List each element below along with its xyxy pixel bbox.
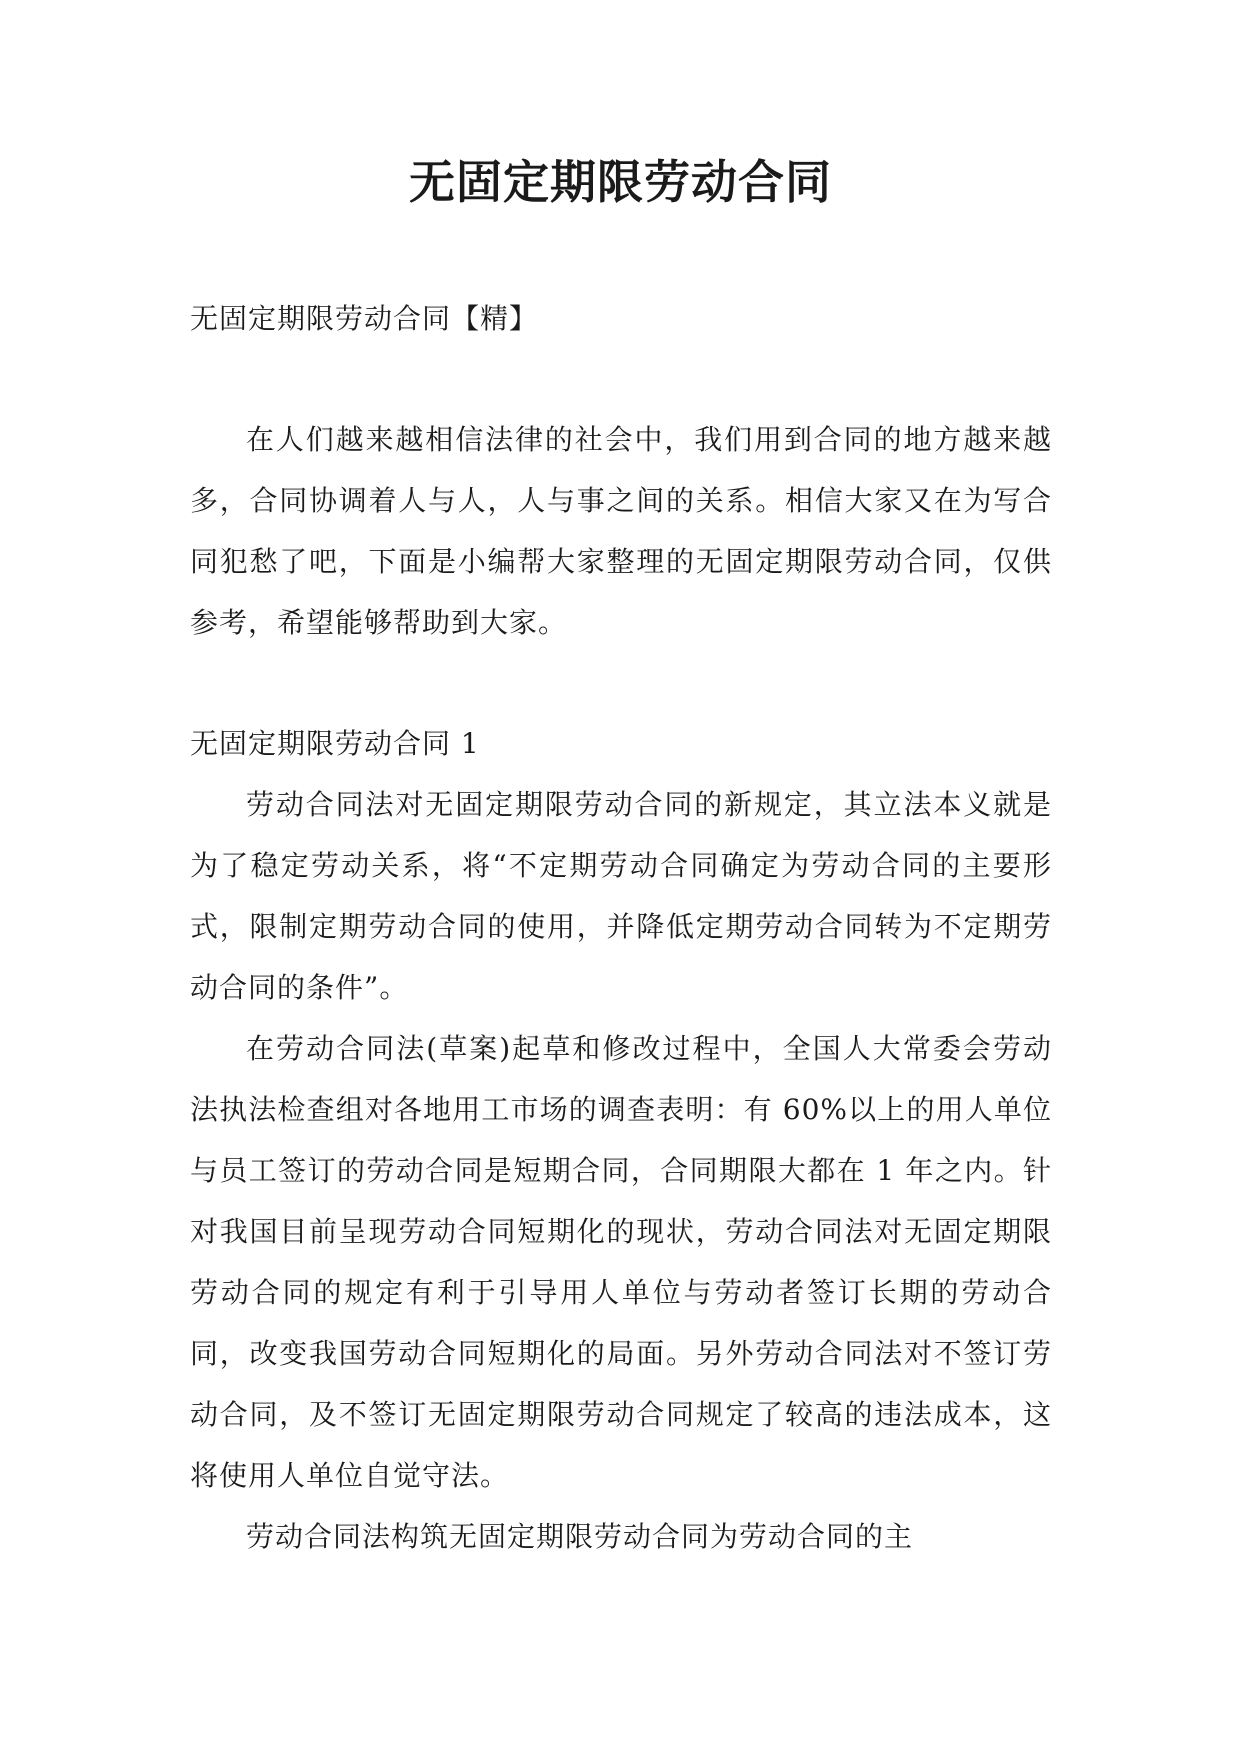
body-paragraph: 劳动合同法对无固定期限劳动合同的新规定，其立法本义就是为了稳定劳动关系，将“不定期劳动合同确定为劳动合同的主要形式，限制定期劳动合同的使用，并降低定期劳动合同转为不定期劳动合同的条件”。 [190, 788, 1052, 1004]
body-paragraph: 在劳动合同法(草案)起草和修改过程中，全国人大常委会劳动法执法检查组对各地用工市场的调查表明：有 60%以上的用人单位与员工签订的劳动合同是短期合同，合同期限大都在 1 年之内。针对我国目前呈现劳动合同短期化的现状，劳动合同法对无固定期限劳动合同的规定有利于引导用人单位与劳动者签订长期的劳动合同，改变我国劳动合同短期化的局面。另外劳动合同法对不签订劳动合同，及不签订无固定期限劳动合同规定了较高的违法成本，这将使用人单位自觉守法。 [190, 1032, 1052, 1492]
document-title: 无固定期限劳动合同 [409, 155, 832, 209]
document-body [190, 288, 1052, 1567]
document-subtitle: 无固定期限劳动合同【精】 [190, 302, 539, 335]
intro-paragraph: 在人们越来越相信法律的社会中，我们用到合同的地方越来越多，合同协调着人与人，人与事之间的关系。相信大家又在为写合同犯愁了吧，下面是小编帮大家整理的无固定期限劳动合同，仅供参考，希望能够帮助到大家。 [190, 423, 1052, 639]
section-heading: 无固定期限劳动合同 1 [190, 727, 480, 760]
body-paragraph: 劳动合同法构筑无固定期限劳动合同为劳动合同的主 [246, 1520, 914, 1553]
